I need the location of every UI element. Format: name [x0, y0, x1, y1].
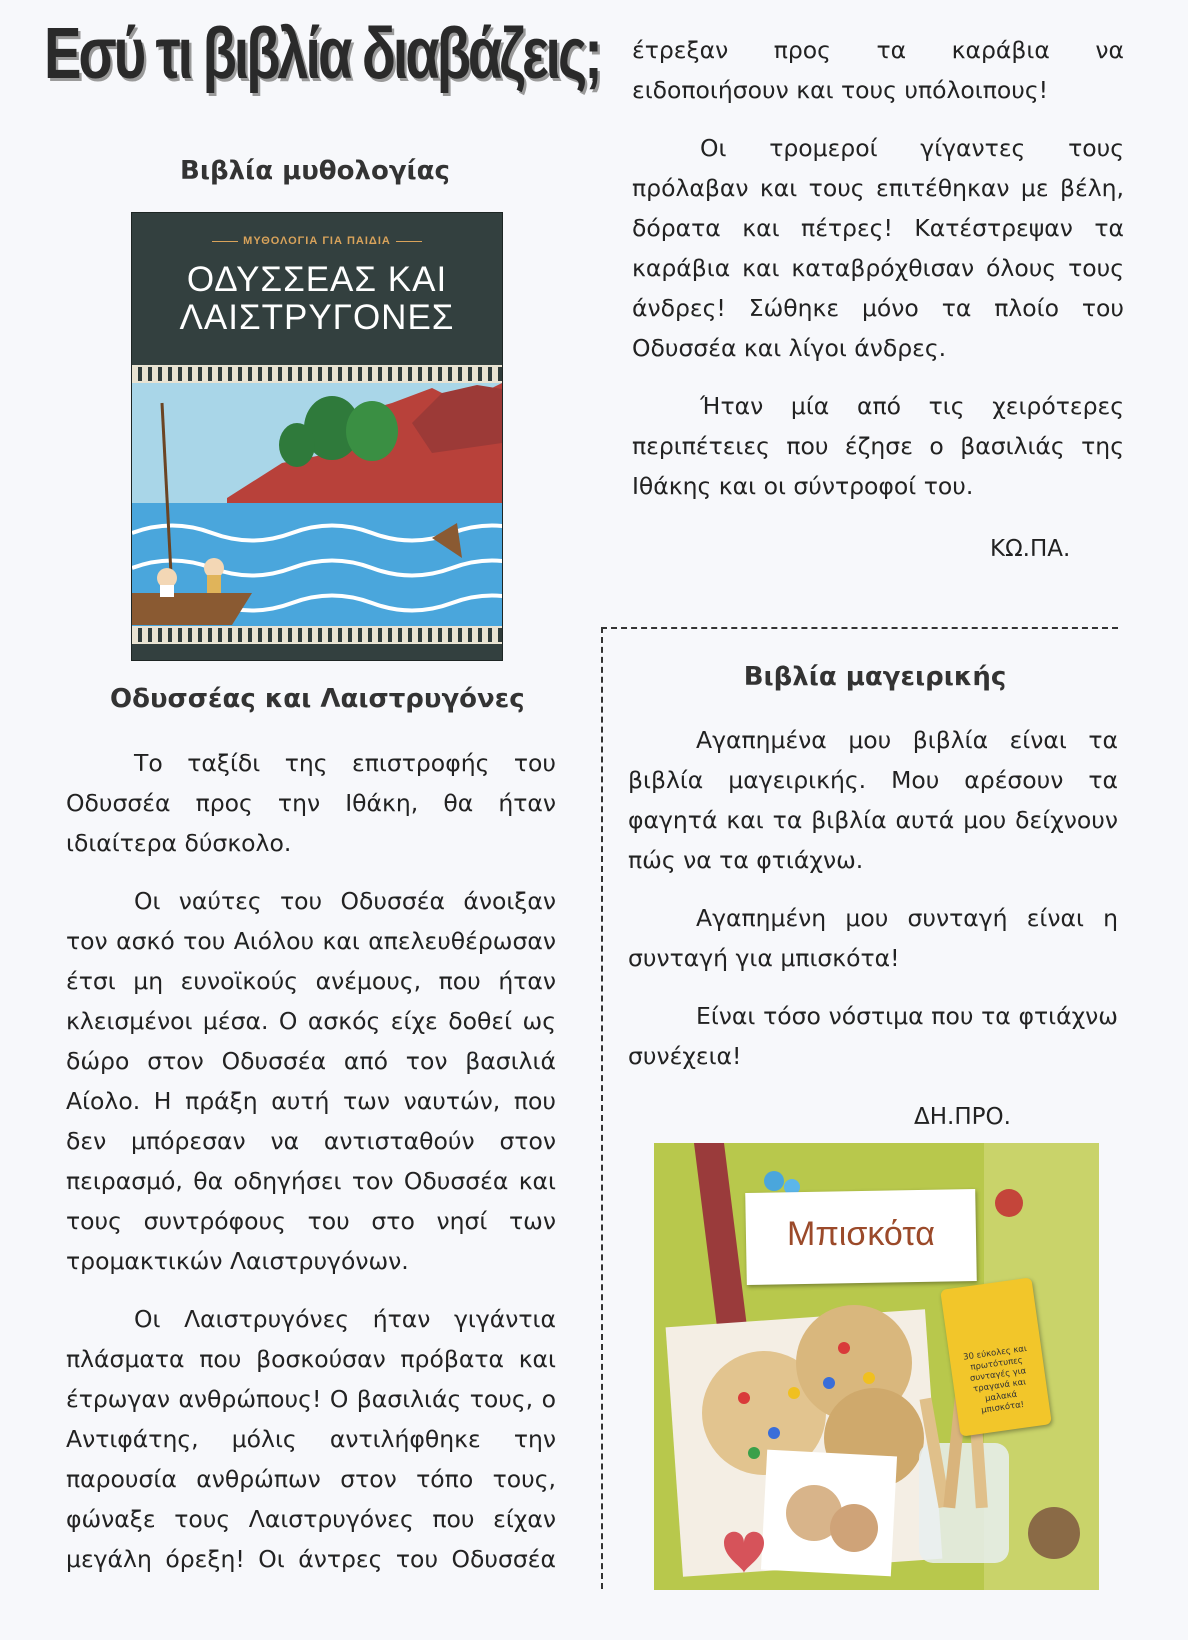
mythology-article-continued	[632, 30, 1124, 524]
cooking-paragraph-3: Είναι τόσο νόστιμα που τα φτιάχνω συνέχεια!	[628, 1002, 1118, 1070]
mythology-continued-paragraph-3: Ήταν μία από τις χειρότερες περιπέτειες που έζησε ο βασιλιάς της Ιθάκης και οι σύντροφοί του.	[632, 392, 1124, 500]
cookbook-cover	[654, 1143, 1099, 1590]
cooking-signature: ΔΗ.ΠΡΟ.	[914, 1104, 1011, 1130]
cover-title-line2: ΛΑΙΣΤΡΥΓΟΝΕΣ	[179, 298, 455, 337]
mythology-paragraph-2: Οι ναύτες του Οδυσσέα άνοιξαν τον ασκό του Αιόλου και απελευθέρωσαν έτσι μη ευνοϊκούς ανέμους, που ήταν κλεισμένοι μέσα. Ο ασκός είχε δοθεί ως δώρο στον Οδυσσέα από τον βασιλιά Αίολο. Η πράξη αυτή των ναυτών, που δεν μπόρεσαν να αντισταθούν στον πειρασμό, θα οδηγήσει τον Οδυσσέα και τους συντρόφους του στο νησί των τρομακτικών Λαιστρυγόνων.	[66, 887, 556, 1275]
cookbook-title: Μπισκότα	[787, 1215, 935, 1253]
cover-series: ΜΥΘΟΛΟΓΙΑ ΓΙΑ ΠΑΙΔΙΑ	[132, 235, 502, 247]
mythology-subheading: Οδυσσέας και Λαιστρυγόνες	[110, 684, 525, 714]
cooking-article	[628, 720, 1118, 1094]
mythology-paragraph-1: Το ταξίδι της επιστροφής του Οδυσσέα προς την Ιθάκη, θα ήταν ιδιαίτερα δύσκολο.	[66, 749, 556, 857]
page-title: Εσύ τι βιβλία διαβάζεις;	[44, 14, 600, 94]
mythology-book-cover	[132, 213, 502, 660]
cookbook-tag-text: 30 εύκολες και πρωτότυπες συνταγές για τραγανά και μαλακά μπισκότα!	[962, 1343, 1028, 1416]
mythology-paragraph-3: Οι Λαιστρυγόνες ήταν γιγάντια πλάσματα που βοσκούσαν πρόβατα και έτρωγαν ανθρώπους! Ο βασιλιάς τους, ο Αντιφάτης, μόλις αντιλήφθηκε την παρουσία ανθρώπων στον τόπο τους, φώναξε τους Λαιστρυγόνες που είχαν μεγάλη όρεξη! Οι άντρες του Οδυσσέα	[66, 1305, 556, 1573]
cover-title-line1: ΟΔΥΣΣΕΑΣ ΚΑΙ	[186, 260, 448, 299]
mythology-article	[66, 743, 556, 1597]
meander-border-top	[132, 365, 502, 383]
mythology-continued-paragraph-1: έτρεξαν προς τα καράβια να ειδοποιήσουν και τους υπόλοιπους!	[632, 36, 1124, 104]
meander-border-bottom	[132, 626, 502, 644]
cooking-paragraph-2: Αγαπημένη μου συνταγή είναι η συνταγή για μπισκότα!	[628, 904, 1118, 972]
cover-title	[132, 261, 502, 337]
cooking-heading: Βιβλία μαγειρικής	[743, 662, 1007, 692]
mythology-heading: Βιβλία μυθολογίας	[180, 156, 450, 186]
mythology-continued-paragraph-2: Οι τρομεροί γίγαντες τους πρόλαβαν και τους επιτέθηκαν με βέλη, δόρατα και πέτρες! Κατέστρεψαν τα καράβια και καταβρόχθισαν όλους τους άνδρες! Σώθηκε μόνο τα πλοίο του Οδυσσέα και λίγοι άνδρες.	[632, 134, 1124, 362]
mythology-signature: ΚΩ.ΠΑ.	[990, 536, 1071, 562]
cooking-paragraph-1: Αγαπημένα μου βιβλία είναι τα βιβλία μαγειρικής. Μου αρέσουν τα φαγητά και τα βιβλία αυτά μου δείχνουν πώς να τα φτιάχνω.	[628, 726, 1118, 874]
